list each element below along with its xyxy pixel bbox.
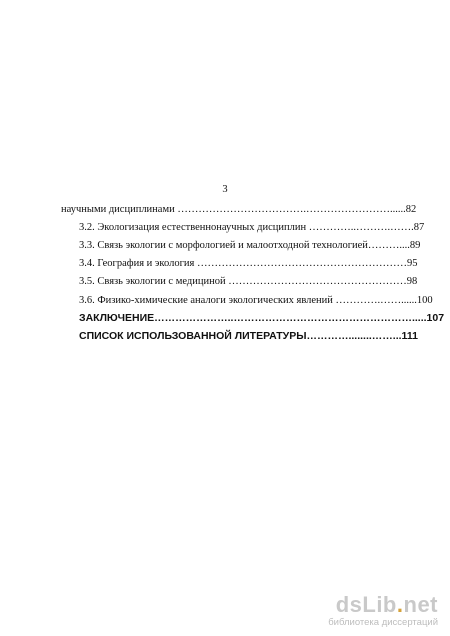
toc-entry: СПИСОК ИСПОЛЬЗОВАННОЙ ЛИТЕРАТУРЫ…………........……...111 <box>79 330 418 342</box>
watermark-logo: dsLib.net <box>335 592 438 617</box>
toc-entry: 3.5. Связь экологии с медициной ……………………………………………98 <box>79 276 418 287</box>
watermark <box>328 594 438 628</box>
toc-entry: 3.3. Связь экологии с морфологией и малоотходной технологией………....89 <box>79 240 421 251</box>
page-number: 3 <box>222 184 228 195</box>
watermark-subtitle: библиотека диссертаций <box>328 617 438 628</box>
toc-entry: ЗАКЛЮЧЕНИЕ…………………..…………………………………………….....107 <box>79 312 445 324</box>
toc-entry: научными дисциплинами ……………………………….……………………......82 <box>61 204 417 215</box>
toc-entry: 3.2. Экологизация естественнонаучных дисциплин …………..……….…….87 <box>79 222 425 233</box>
toc-entry: 3.6. Физико-химические аналоги экологических явлений ………….……......100 <box>79 295 433 306</box>
toc-entry: 3.4. География и экология ……………………………………………………95 <box>79 258 418 269</box>
